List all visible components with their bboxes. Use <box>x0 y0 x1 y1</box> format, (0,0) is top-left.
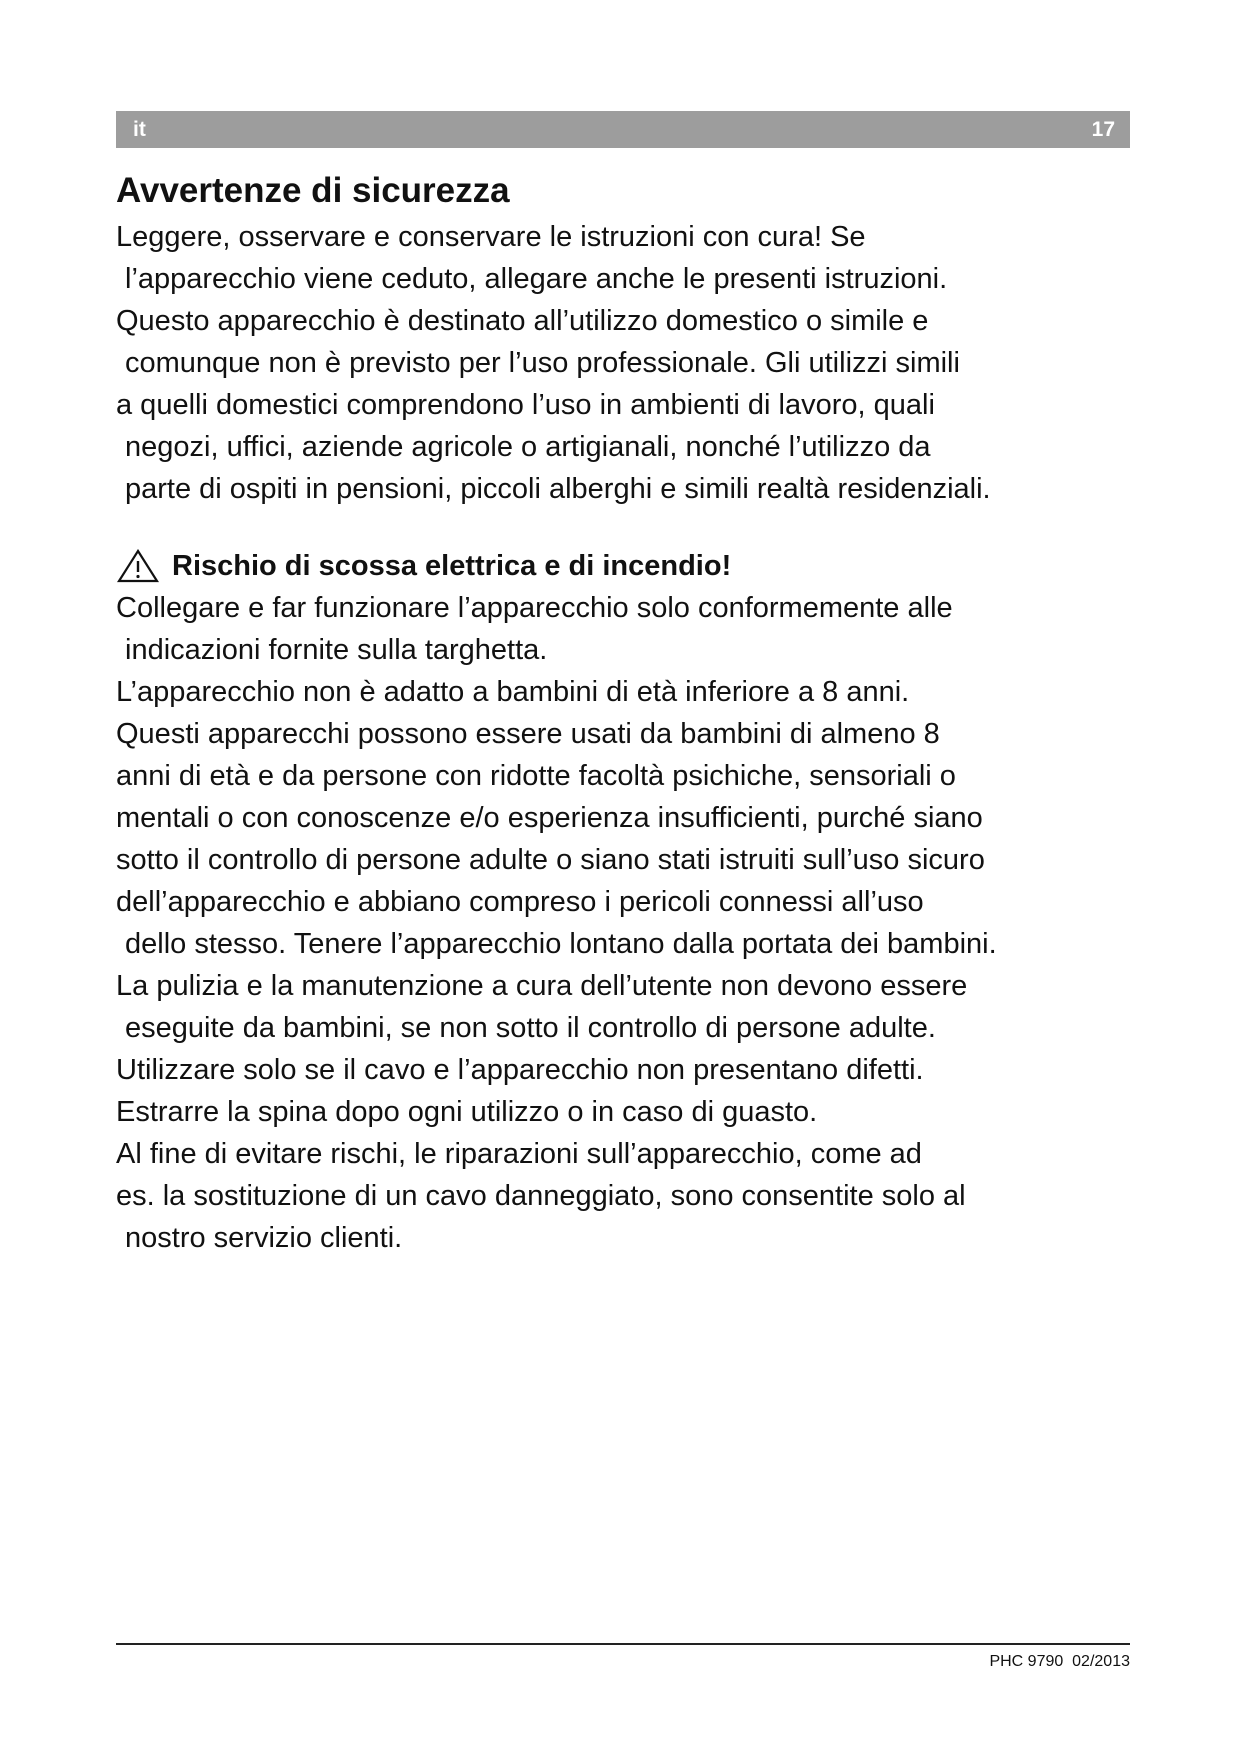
warning-heading-text: Rischio di scossa elettrica e di incendio! <box>172 550 732 582</box>
text-line: es. la sostituzione di un cavo danneggiato, sono consentite solo al <box>116 1180 966 1212</box>
text-line: Leggere, osservare e conservare le istruzioni con cura! Se <box>116 221 866 253</box>
warning-triangle-icon <box>116 549 160 583</box>
page-content <box>116 170 1146 1259</box>
text-line: a quelli domestici comprendono l’uso in ambienti di lavoro, quali <box>116 389 935 421</box>
text-line: negozi, uffici, aziende agricole o artigianali, nonché l’utilizzo da <box>125 431 931 463</box>
text-line: Estrarre la spina dopo ogni utilizzo o in caso di guasto. <box>116 1096 818 1128</box>
language-code: it <box>133 118 146 141</box>
text-line: eseguite da bambini, se non sotto il controllo di persone adulte. <box>125 1012 936 1044</box>
footer-divider <box>116 1643 1130 1645</box>
footer-model-date <box>989 1653 1130 1671</box>
text-line: Questo apparecchio è destinato all’utilizzo domestico o simile e <box>116 305 929 337</box>
page-header-bar <box>116 111 1130 148</box>
text-line: comunque non è previsto per l’uso professionale. Gli utilizzi simili <box>125 347 960 379</box>
warning-heading <box>116 545 1146 587</box>
warning-paragraph <box>116 587 1146 1259</box>
section-title: Avvertenze di sicurezza <box>116 171 510 210</box>
text-line: l’apparecchio viene ceduto, allegare anche le presenti istruzioni. <box>125 263 948 295</box>
model-number: PHC 9790 <box>989 1653 1064 1670</box>
text-line: nostro servizio clienti. <box>125 1222 403 1254</box>
text-line: Collegare e far funzionare l’apparecchio solo conformemente alle <box>116 592 953 624</box>
text-line: parte di ospiti in pensioni, piccoli alberghi e simili realtà residenziali. <box>125 473 991 505</box>
intro-paragraph <box>116 216 1146 510</box>
text-line: dell’apparecchio e abbiano compreso i pericoli connessi all’uso <box>116 886 924 918</box>
text-line: Questi apparecchi possono essere usati da bambini di almeno 8 <box>116 718 940 750</box>
text-line: L’apparecchio non è adatto a bambini di età inferiore a 8 anni. <box>116 676 910 708</box>
text-line: Utilizzare solo se il cavo e l’apparecchio non presentano difetti. <box>116 1054 924 1086</box>
spacer <box>116 510 1146 545</box>
text-line: indicazioni fornite sulla targhetta. <box>125 634 548 666</box>
text-line: sotto il controllo di persone adulte o siano stati istruiti sull’uso sicuro <box>116 844 985 876</box>
text-line: Al fine di evitare rischi, le riparazioni sull’apparecchio, come ad <box>116 1138 922 1170</box>
text-line: dello stesso. Tenere l’apparecchio lontano dalla portata dei bambini. <box>125 928 997 960</box>
page-number: 17 <box>1091 118 1115 141</box>
publication-date: 02/2013 <box>1072 1653 1130 1670</box>
text-line: La pulizia e la manutenzione a cura dell’utente non devono essere <box>116 970 968 1002</box>
text-line: anni di età e da persone con ridotte facoltà psichiche, sensoriali o <box>116 760 956 792</box>
text-line: mentali o con conoscenze e/o esperienza insufficienti, purché siano <box>116 802 983 834</box>
